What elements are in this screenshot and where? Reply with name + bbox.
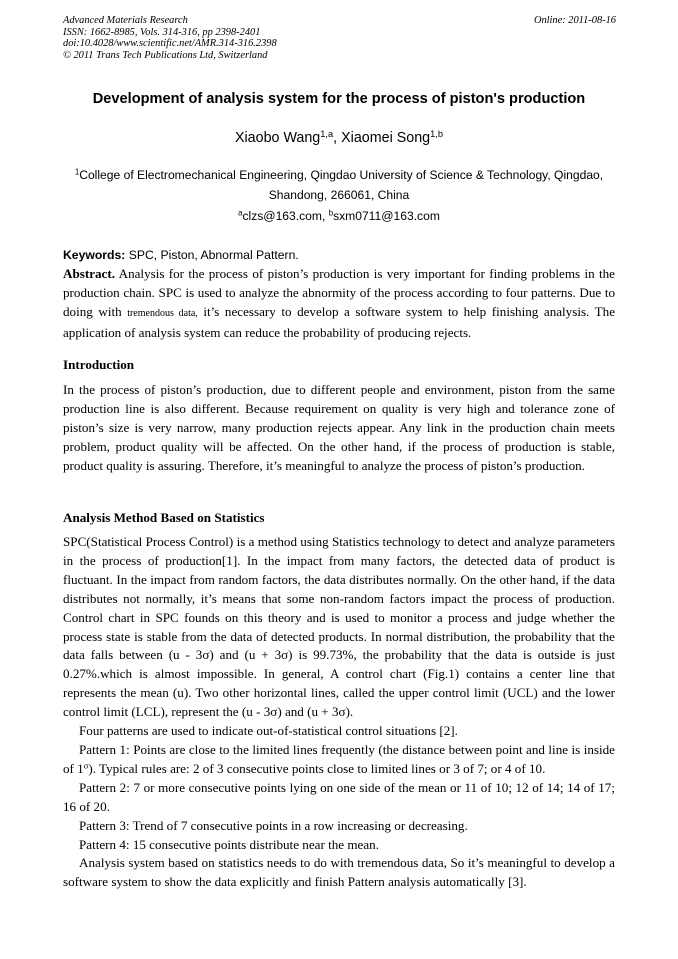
author-name: Xiaomei Song	[341, 130, 431, 146]
journal-doi: doi:10.4028/www.scientific.net/AMR.314-316.2398	[63, 38, 277, 49]
abstract-small-text: tremendous data,	[127, 307, 198, 319]
keywords-text: SPC, Piston, Abnormal Pattern.	[125, 248, 299, 262]
introduction-section	[63, 381, 615, 476]
method-section	[63, 533, 615, 892]
pattern-3-paragraph: Pattern 3: Trend of 7 consecutive points in a row increasing or decreasing.	[79, 817, 468, 833]
journal-name: Advanced Materials Research	[63, 15, 188, 26]
author-affiliation-mark: 1,b	[430, 128, 444, 139]
body-paragraph: Analysis system based on statistics needs to do with tremendous data, So it’s meaningful to develop a software system to show the data explicitly and finish Pattern analysis automatically [3].	[63, 855, 615, 890]
affiliation	[63, 165, 615, 205]
keywords-label: Keywords:	[63, 248, 126, 262]
affiliation-text: College of Electromechanical Engineering, Qingdao University of Science & Technology, Qingdao, Shandong, 266061, China	[79, 168, 604, 202]
journal-copyright: © 2011 Trans Tech Publications Ltd, Switzerland	[63, 49, 268, 61]
body-paragraph: SPC(Statistical Process Control) is a method using Statistics technology to detect and analyze parameters in the process of production[1]. In the impact from many factors, the detected data of product is fluctuant. In the impact from random factors, the data distributes normally. On the other hand, if the data distributes not normally, it’s means that some non-random factors impact the process of production. Control chart in SPC founds on this theory and is used to monitor a process and judge whether the process state is stable from the data of detected products. In normal distribution, the probability that the data falls between (u - 3σ) and (u + 3σ) is 99.73%, the probability that the data is outside is just 0.27%.which is almost impossible. In general, A control chart (Fig.1) contains a center line that represents the mean (u). Two other horizontal lines, called the upper control limit (UCL) and the lower control limit (LCL), represent the (u - 3σ) and (u + 3σ).	[63, 534, 615, 720]
email-address[interactable]: clzs@163.com,	[242, 209, 329, 223]
author-emails	[40, 209, 638, 223]
keywords	[63, 248, 299, 262]
section-heading-method: Analysis Method Based on Statistics	[63, 510, 265, 525]
pattern-2-paragraph: Pattern 2: 7 or more consecutive points lying on one side of the mean or 11 of 10; 12 of 14; 14 of 17; 16 of 20.	[63, 779, 615, 814]
body-paragraph: Four patterns are used to indicate out-of-statistical control situations [2].	[79, 723, 458, 739]
section-heading-introduction: Introduction	[63, 357, 135, 372]
sigma-symbol: σ	[83, 760, 89, 771]
online-date: Online: 2011-08-16	[533, 15, 616, 26]
email-mark: b	[328, 208, 334, 218]
journal-header	[63, 15, 277, 61]
abstract-text: it’s necessary to develop a software system to help finishing analysis. The application of analysis system can reduce the probability of producing rejects.	[63, 303, 616, 340]
body-paragraph: In the process of piston’s production, due to different people and environment, piston from the same production line is also different. Because requirement on quality is very high and tolerance zone of piston’s size is very narrow, many production rejects appear. Any link in the production chain meets problem, product quality will be affected. On the other hand, if the process of production is stable, product quality is assuring. Therefore, it’s meaningful to analyze the process of piston’s production.	[63, 382, 615, 473]
author-separator: ,	[333, 130, 342, 146]
abstract-label: Abstract.	[63, 266, 115, 281]
paper-title: Development of analysis system for the process of piston's production	[92, 91, 586, 107]
abstract-paragraph	[63, 265, 615, 343]
abstract-text: Analysis for the process of piston’s production is very important for finding problems in the production chain. SPC is used to analyze the abnormity of the process according to four patterns. Due to doing with	[63, 266, 615, 319]
author-affiliation-mark: 1,a	[320, 128, 334, 139]
author-name: Xiaobo Wang	[234, 130, 321, 146]
email-address[interactable]: sxm0711@163.com	[333, 209, 440, 223]
abstract	[63, 265, 615, 343]
affiliation-mark: 1	[74, 167, 80, 177]
email-mark: a	[238, 208, 243, 218]
journal-issn: ISSN: 1662-8985, Vols. 314-316, pp 2398-2401	[63, 26, 261, 38]
pattern-1-text: Pattern 1: Points are close to the limited lines frequently (the distance between point and line is inside of 1	[63, 741, 615, 776]
pattern-1-paragraph	[63, 741, 615, 779]
pattern-1-text: ). Typical rules are: 2 of 3 consecutive points close to limited lines or 3 of 7; or 4 of 10.	[88, 760, 546, 776]
author-list	[40, 130, 638, 146]
pattern-4-paragraph: Pattern 4: 15 consecutive points distribute near the mean.	[79, 836, 379, 852]
